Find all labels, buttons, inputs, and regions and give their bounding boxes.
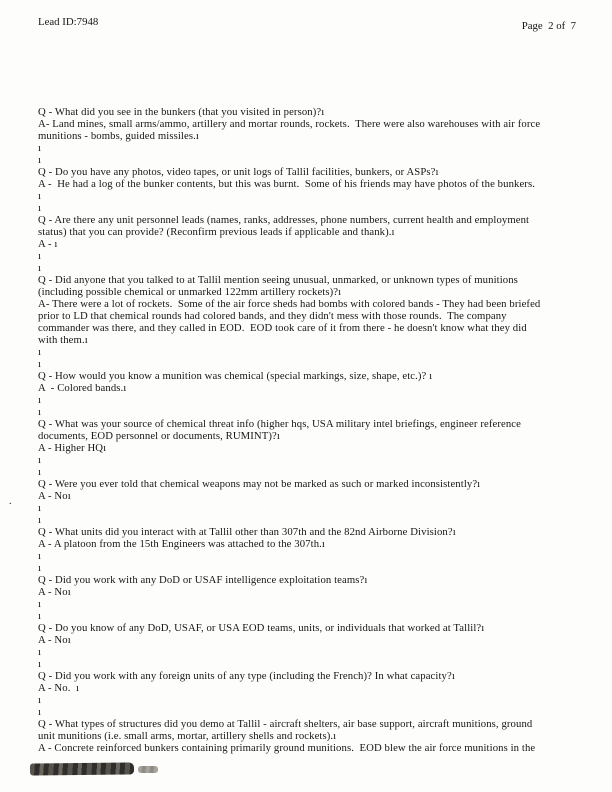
text-line: ı <box>38 202 42 214</box>
text-line: A - Noı <box>38 586 71 598</box>
text-line: ı <box>38 658 42 670</box>
text-line: ı <box>38 502 42 514</box>
lead-id-label: Lead ID:7948 <box>38 16 99 28</box>
text-line: ı <box>38 154 42 166</box>
text-line: ı <box>38 706 42 718</box>
text-line: ı <box>38 514 42 526</box>
text-line: ı <box>38 598 42 610</box>
text-line: ı <box>38 610 42 622</box>
text-line: status) that you can provide? (Reconfirm previous leads if applicable and thank).ı <box>38 226 395 238</box>
text-line: A - Higher HQı <box>38 442 107 454</box>
text-line: A - Colored bands.ı <box>38 382 127 394</box>
text-line: A - Concrete reinforced bunkers containing primarily ground munitions. EOD blew the air force munitions in the <box>38 742 536 754</box>
text-line: Q - Were you ever told that chemical weapons may not be marked as such or marked inconsistently?ı <box>38 478 481 490</box>
stray-ink-dot: . <box>9 496 12 507</box>
text-line: Q - Did anyone that you talked to at Tallil mention seeing unusual, unmarked, or unknown types of munitions <box>38 274 518 286</box>
page-number-label: Page 2 of 7 <box>521 20 576 32</box>
text-line: A - A platoon from the 15th Engineers was attached to the 307th.ı <box>38 538 325 550</box>
text-line: Q - What units did you interact with at Tallil other than 307th and the 82nd Airborne Division?ı <box>38 526 456 538</box>
text-line: Q - How would you know a munition was chemical (special markings, size, shape, etc.)? ı <box>38 370 433 382</box>
text-line: Q - Did you work with any foreign units of any type (including the French)? In what capacity?ı <box>38 670 455 682</box>
ink-smudge-tail <box>138 766 158 773</box>
text-line: A - He had a log of the bunker contents, but this was burnt. Some of his friends may have photos of the bunkers. <box>38 178 535 190</box>
text-line: ı <box>38 406 42 418</box>
text-line: ı <box>38 454 42 466</box>
text-line: Q - Do you know of any DoD, USAF, or USA EOD teams, units, or individuals that worked at Tallil?ı <box>38 622 485 634</box>
text-line: ı <box>38 262 42 274</box>
text-line: ı <box>38 562 42 574</box>
text-line: A - Noı <box>38 634 71 646</box>
text-line: A - ı <box>38 238 58 250</box>
text-line: ı <box>38 358 42 370</box>
text-line: unit munitions (i.e. small arms, mortar, artillery shells and rockets).ı <box>38 730 337 742</box>
text-line: with them.ı <box>38 334 88 346</box>
text-line: A - Noı <box>38 490 71 502</box>
text-line: commander was there, and they called in EOD. EOD took care of it from there - he doesn't know what they did <box>38 322 527 334</box>
text-line: A - No. ı <box>38 682 80 694</box>
text-line: ı <box>38 550 42 562</box>
text-line: Q - Are there any unit personnel leads (names, ranks, addresses, phone numbers, current health and employment <box>38 214 530 226</box>
text-line: documents, EOD personnel or documents, RUMINT)?ı <box>38 430 280 442</box>
text-line: munitions - bombs, guided missiles.ı <box>38 130 199 142</box>
text-line: ı <box>38 694 42 706</box>
text-line: ı <box>38 142 42 154</box>
text-line: (including possible chemical or unmarked 122mm artillery rockets)?ı <box>38 286 342 298</box>
text-line: ı <box>38 466 42 478</box>
text-line: A- There were a lot of rockets. Some of the air force sheds had bombs with colored bands - They had been briefed <box>38 298 541 310</box>
text-line: Q - Do you have any photos, video tapes, or unit logs of Tallil facilities, bunkers, or ASPs?ı <box>38 166 439 178</box>
text-line: Q - What was your source of chemical threat info (higher hqs, USA military intel briefings, engineer reference <box>38 418 521 430</box>
ink-smudge <box>30 762 134 775</box>
text-line: ı <box>38 394 42 406</box>
text-line: prior to LD that chemical rounds had colored bands, and they didn't mess with those rounds. The company <box>38 310 507 322</box>
text-line: Q - Did you work with any DoD or USAF intelligence exploitation teams?ı <box>38 574 368 586</box>
text-line: ı <box>38 190 42 202</box>
text-line: ı <box>38 250 42 262</box>
text-line: Q - What types of structures did you demo at Tallil - aircraft shelters, air base support, aircraft munitions, ground <box>38 718 533 730</box>
text-line: A- Land mines, small arms/ammo, artillery and mortar rounds, rockets. There were also warehouses with air force <box>38 118 541 130</box>
text-line: ı <box>38 346 42 358</box>
document-body <box>38 106 578 754</box>
text-line: ı <box>38 646 42 658</box>
text-line: Q - What did you see in the bunkers (that you visited in person)?ı <box>38 106 325 118</box>
